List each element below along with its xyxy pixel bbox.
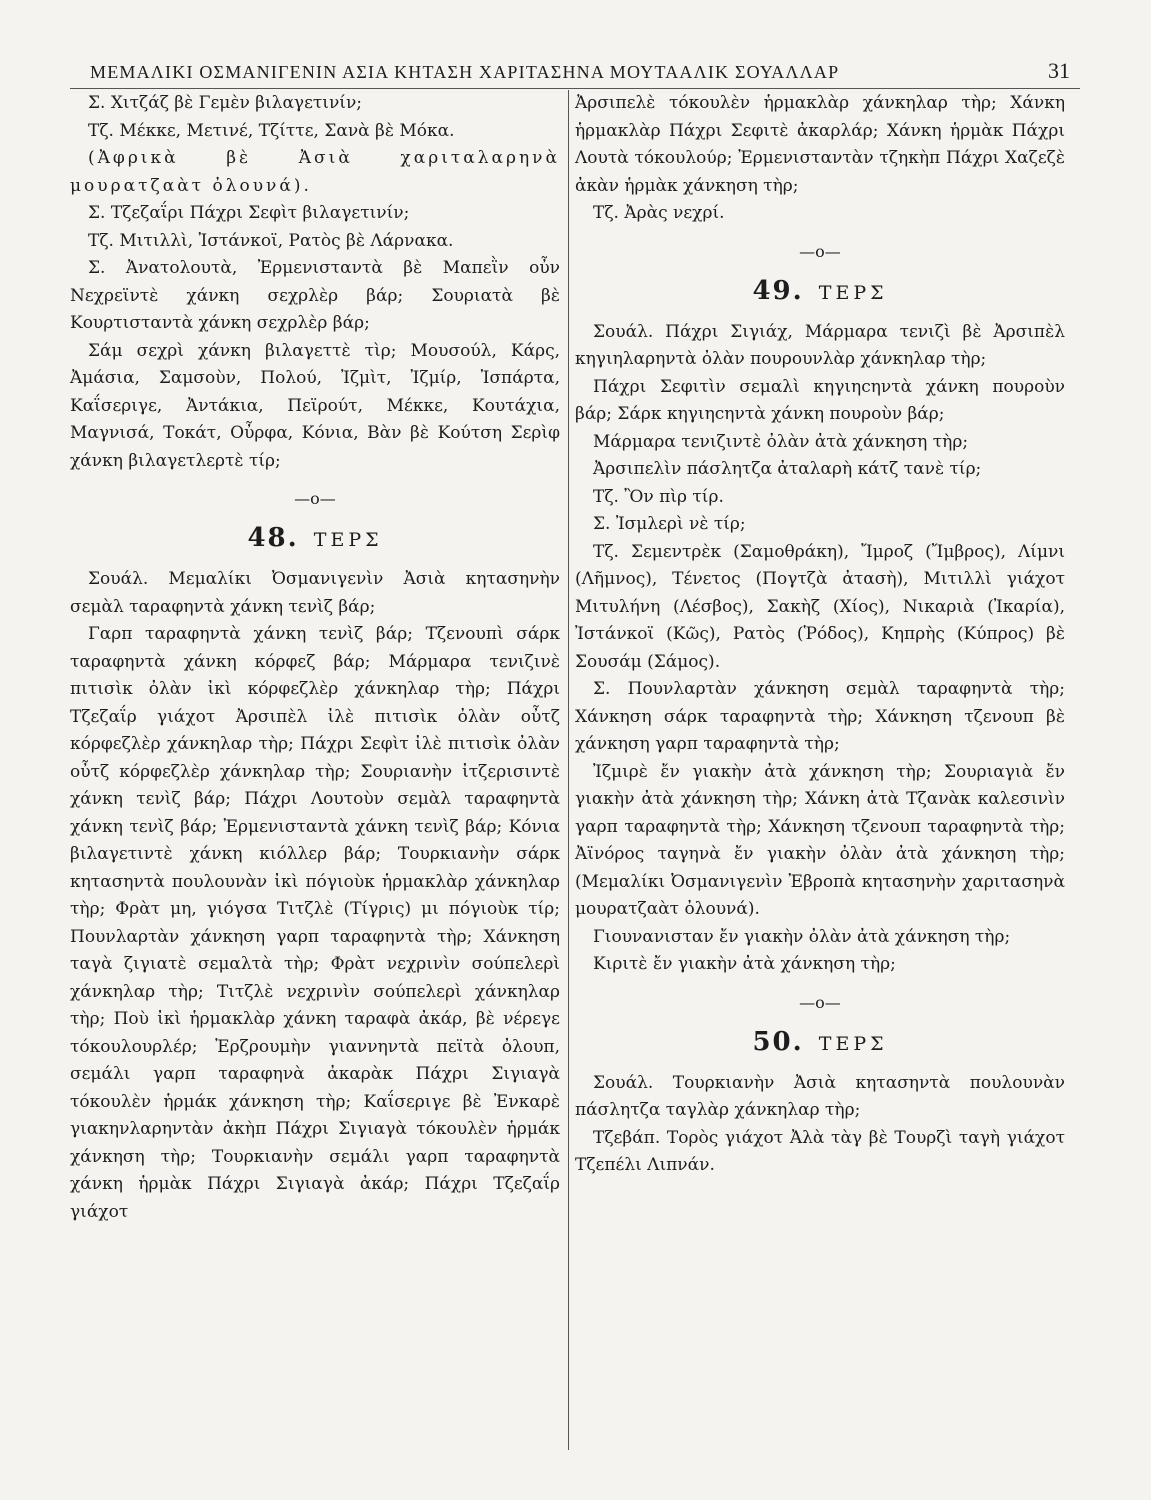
lesson-word: ΤΕΡΣ bbox=[818, 281, 888, 304]
lesson-number: 50. bbox=[752, 1026, 804, 1057]
paragraph: Σ. Ἰσμλερὶ νὲ τίρ; bbox=[593, 514, 746, 534]
paragraph: Τζ. Μέκκε, Μετινέ, Τζίττε, Σανὰ βὲ Μόκα. bbox=[88, 120, 455, 141]
paragraph: Μάρμαρα τενιζιντὲ ὀλὰν ἀτὰ χάνκηση τὴρ; bbox=[593, 431, 969, 452]
column-divider bbox=[568, 90, 569, 1450]
left-column bbox=[70, 90, 560, 1226]
paragraph: Τζεβάπ. Τορὸς γιάχοτ Ἀλὰ τὰγ βὲ Τουρζὶ ταγὴ γιάχοτ Τζεπέλι Λιπνάν. bbox=[575, 1127, 1065, 1175]
paragraph: Ἰζμιρὲ ἔν γιακὴν ἀτὰ χάνκηση τὴρ; Σουριαγιὰ ἔν γιακὴν ἀτὰ χάνκηση τὴρ; Χάνκη ἀτὰ Τζανὰκ καλεσινὶν γαρπ ταραφηντὰ τὴρ; Χάνκηση τζενουπ ταραφηντὰ τὴρ; Ἀϊνόρος ταγηνὰ ἔν γιακὴν ὀλὰν ἀτὰ χάνκηση τὴρ; (Μεμαλίκι Ὀσμανιγενὶν Ἐβροπὰ κητασηνὴν χαριτασηνὰ μουρατζαὰτ ὀλουνά). bbox=[575, 761, 1065, 919]
paragraph: Σάμ σεχρὶ χάνκη βιλαγεττὲ τὶρ; Μουσούλ, Κάρς, Ἀμάσια, Σαμσοὺν, Πολού, Ἰζμὶτ, Ἰζμίρ, Ἰσπάρτα, Καΐσεριγε, Ἀντάκια, Πεϊρούτ, Μέκκε, Κουτάχια, Μαγνισά, Τοκάτ, Οὖρφα, Κόνια, Βὰν βὲ Κούτση Σερὶφ χάνκη βιλαγετλερτὲ τίρ; bbox=[70, 340, 560, 471]
paragraph: Τζ. Σεμεντρὲκ (Σαμοθράκη), Ἴμροζ (Ἴμβρος), Λίμνι (Λῆμνος), Τένετος (Πογτζὰ ἀτασὴ), Μιτιλλὶ γιάχοτ Μιτυλήνη (Λέσβος), Σακὴζ (Χίος), Νικαριὰ (Ἰκαρία), Ἰστάνκοϊ (Κῶς), Ρατὸς (Ῥόδος), Κηπρὴς (Κύπρος) βὲ Σουσάμ (Σάμος). bbox=[575, 541, 1065, 672]
lesson-heading-49 bbox=[575, 274, 1065, 311]
paragraph: Τζ. Ὂν πὶρ τίρ. bbox=[593, 486, 724, 507]
running-header bbox=[70, 48, 1080, 89]
right-column bbox=[575, 90, 1065, 1180]
page-number: 31 bbox=[1048, 58, 1070, 83]
paragraph: Γιουνανισταν ἔν γιακὴν ὀλὰν ἀτὰ χάνκηση τὴρ; bbox=[593, 926, 1011, 947]
paragraph: Κιριτὲ ἔν γιακὴν ἀτὰ χάνκηση τὴρ; bbox=[593, 954, 896, 974]
lesson-heading-50 bbox=[575, 1025, 1065, 1062]
section-separator: —o— bbox=[799, 241, 841, 261]
paragraph: (Ἀφρικὰ βὲ Ἀσιὰ χαριταλαρηνὰ μουρατζαὰτ ὀλουνά). bbox=[70, 148, 560, 196]
paragraph: Σ. Ἀνατολουτὰ, Ἐρμενισταντὰ βὲ Μαπεῒν οὖν Νεχρεϊντὲ χάνκη σεχρλὲρ βάρ; Σουριατὰ βὲ Κουρτισταντὰ χάνκη σεχρλὲρ βάρ; bbox=[70, 258, 560, 333]
lesson-number: 49. bbox=[752, 275, 804, 306]
header-title: ΜΕΜΑΛΙΚΙ ΟΣΜΑΝΙΓΕΝΙΝ ΑΣΙΑ ΚΗΤΑΣΗ ΧΑΡΙΤΑΣΗΝΑ ΜΟΥΤΑΑΛΙΚ ΣΟΥΑΛΛΑΡ bbox=[90, 62, 840, 82]
paragraph: Πάχρι Σεφιτὶν σεμαλὶ κηγιηсηντὰ χάνκη πουροὺν βάρ; Σάρκ κηγιηсηντὰ χάνκη πουροὺν βάρ; bbox=[575, 376, 1065, 424]
paragraph: Γαρπ ταραφηντὰ χάνκη τενὶζ βάρ; Τζενουπὶ σάρκ ταραφηντὰ χάνκη κόρφεζ βάρ; Μάρμαρα τενιζινὲ πιτισὶκ ὀλὰν ἰκὶ κόρφεζλὲρ χάνκηλαρ τὴρ; Πάχρι Τζεζαΐρ γιάχοτ Ἀρσιπὲλ ἰλὲ πιτισὶκ ὀλὰν οὖτζ κόρφεζλὲρ χάνκηλαρ τὴρ; Πάχρι Σεφὶτ ἰλὲ πιτισὶκ ὀλὰν οὖτζ κόρφεζλὲρ χάνκηλαρ τὴρ; Σουριανὴν ἰτζερισιντὲ χάνκη τενὶζ βάρ; Πάχρι Λουτοὺν σεμὰλ ταραφηντὰ χάνκη τενὶζ βάρ; Ἐρμενισταντὰ χάνκη τενὶζ βάρ; Κόνια βιλαγετιντὲ χάνκη κιόλλερ βάρ; Τουρκιανὴν σάρκ κητασηντὰ πουλουνὰν ἰκὶ πόγιοὺκ ἡρμακλὰρ χάνκηλαρ τὴρ; Φρὰτ μη, γιόγσα Τιτζλὲ (Τίγρις) μι πόγιοὺκ τίρ; Πουνλαρτὰν χάνκηση γαρπ ταραφηντὰ τὴρ; Χάνκηση ταγὰ ζιγιατὲ σεμαλτὰ τὴρ; Φρὰτ νεχρινὶν σούπελερὶ χάνκηλαρ τὴρ; Τιτζλὲ νεχρινὶν σούπελερὶ χάνκηλαρ τὴρ; Ποὺ ἰκὶ ἡρμακλὰρ χάνκη ταραφὰ ἀκάρ, βὲ νέρεγε τόκουλουρλέρ; Ἐρζρουμὴν γιαννηντὰ πεϊτὰ ὀλουπ, σεμάλι γαρπ ταραφηνὰ ἀκαρὰκ Πάχρι Σιγιαγὰ τόκουλὲν ἡρμάκ χάνκηση τὴρ; Καΐσεριγε βὲ Ἐνκαρὲ γιακηνλαρηντὰν ἀκὴπ Πάχρι Σιγιαγὰ τόκουλὲν ἡρμάκ χάνκηση τὴρ; Τουρκιανὴν σεμάλι γαρπ ταραφηντὰ χάνκη ἡρμὰκ Πάχρι Σιγιαγὰ ἀκάρ; Πάχρι Τζεζαΐρ γιάχοτ bbox=[70, 624, 560, 1222]
paragraph: Σουάλ. Πάχρι Σιγιάχ, Μάρμαρα τενιζὶ βὲ Ἀρσιπὲλ κηγιηλαρηντὰ ὀλὰν πουρουνλὰρ χάνκηλαρ τὴρ; bbox=[575, 321, 1065, 369]
section-separator: —o— bbox=[294, 489, 336, 508]
paragraph: Ἀρσιπελὲ τόκουλὲν ἡρμακλὰρ χάνκηλαρ τὴρ; Χάνκη ἡρμακλὰρ Πάχρι Σεφιτὲ ἀκαρλάρ; Χάνκη ἡρμὰκ Πάχρι Λουτὰ τόκουλούρ; Ἐρμενισταντὰν τζηκὴπ Πάχρι Χαζεζὲ ἀκὰν ἡρμὰκ χάνκηση τὴρ; bbox=[575, 93, 1065, 196]
book-page bbox=[70, 30, 1080, 1450]
lesson-number: 48. bbox=[247, 523, 299, 553]
paragraph: Σουάλ. Μεμαλίκι Ὀσμανιγενὶν Ἀσιὰ κητασηνὴν σεμὰλ ταραφηντὰ χάνκη τενὶζ βάρ; bbox=[70, 569, 560, 617]
paragraph: Τζ. Μιτιλλὶ, Ἰστάνκοϊ, Ρατὸς βὲ Λάρνακα. bbox=[88, 230, 454, 251]
lesson-heading-48 bbox=[70, 521, 560, 558]
paragraph: Σ. Πουνλαρτὰν χάνκηση σεμὰλ ταραφηντὰ τὴρ; Χάνκηση σάρκ ταραφηντὰ τὴρ; Χάνκηση τζενουπ βὲ χάνκηση γαρπ ταραφηντὰ τὴρ; bbox=[575, 679, 1065, 754]
paragraph: Ἀρσιπελὶν πάσλητζα ἀταλαρὴ κάτζ τανὲ τίρ; bbox=[593, 459, 982, 479]
paragraph: Σουάλ. Τουρκιανὴν Ἀσιὰ κητασηντὰ πουλουνὰν πάσλητζα ταγλὰρ χάνκηλαρ τὴρ; bbox=[575, 1072, 1065, 1120]
lesson-word: ΤΕΡΣ bbox=[313, 529, 383, 551]
paragraph: Σ. Χιτζάζ βὲ Γεμὲν βιλαγετινίν; bbox=[88, 93, 363, 113]
paragraph: Σ. Τζεζαΐρι Πάχρι Σεφὶτ βιλαγετινίν; bbox=[88, 203, 410, 223]
paragraph: Τζ. Ἀρὰς νεχρί. bbox=[593, 203, 725, 223]
section-separator: —o— bbox=[799, 992, 841, 1012]
lesson-word: ΤΕΡΣ bbox=[818, 1032, 888, 1055]
